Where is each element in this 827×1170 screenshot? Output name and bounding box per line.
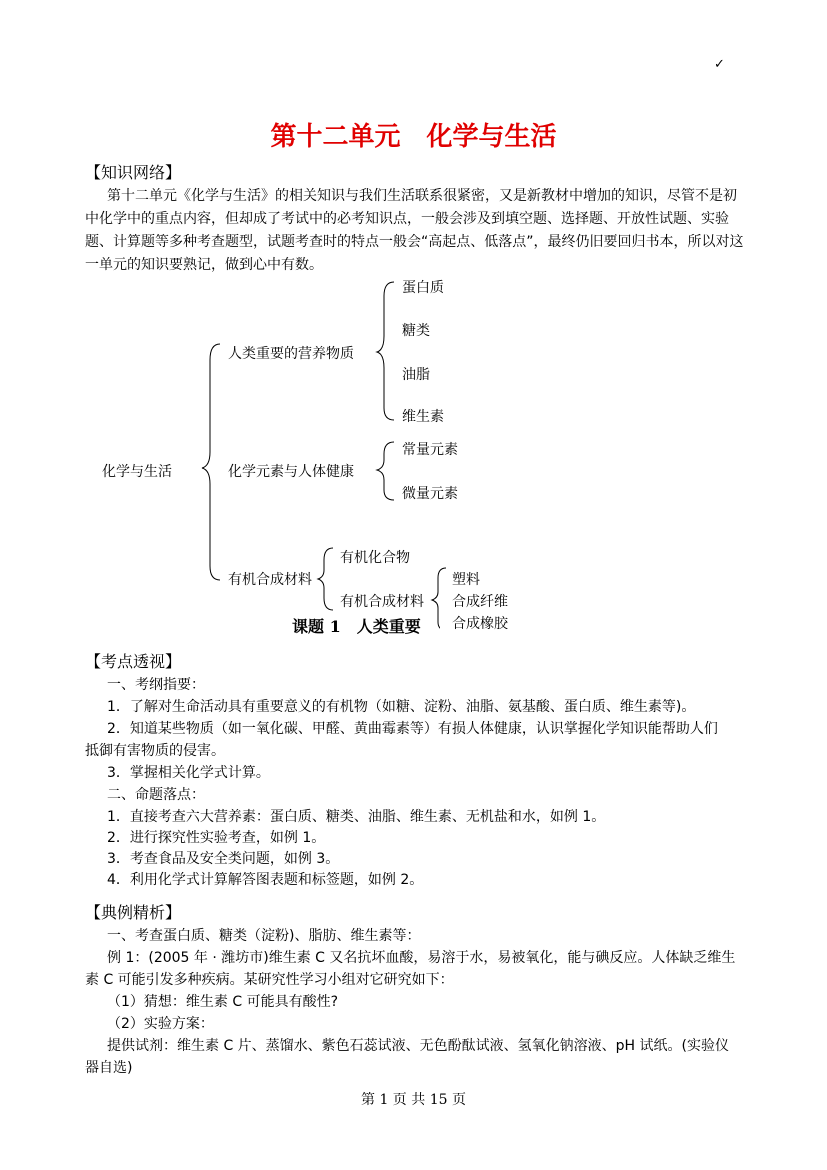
exam-subheading: 一、考纲指要： (107, 677, 205, 693)
examples-heading: 【典例精析】 (85, 903, 182, 922)
tree-branch-elements: 化学元素与人体健康 (228, 464, 354, 480)
exam-item: 抵御有害物质的侵害。 (85, 743, 225, 759)
exam-item: 3．掌握相关化学式计算。 (107, 765, 270, 781)
example-line: 素 C 可能引发多种疾病。某研究性学习小组对它研究如下： (85, 972, 454, 988)
exam-item: 4．利用化学式计算解答图表题和标签题，如例 2。 (107, 872, 424, 888)
exam-item: 2．知道某些物质（如一氧化碳、甲醛、黄曲霉素等）有损人体健康，认识掌握化学知识能帮助人们 (107, 721, 718, 737)
tree-item: 微量元素 (402, 486, 458, 502)
tree-item: 有机化合物 (340, 550, 410, 566)
tree-item: 蛋白质 (402, 280, 444, 296)
exam-item: 3．考查食品及安全类问题，如例 3。 (107, 851, 340, 867)
tree-item: 糖类 (402, 323, 430, 339)
tree-branch-nutrients: 人类重要的营养物质 (228, 346, 354, 362)
tree-subitem: 合成橡胶 (452, 616, 508, 632)
title-unit: 第十二单元 (270, 122, 401, 152)
example-line: （2）实验方案： (107, 1016, 214, 1032)
tree-item: 维生素 (402, 409, 444, 425)
exam-heading: 【考点透视】 (85, 652, 182, 671)
page-footer: 第 1 页 共 15 页 (361, 1092, 466, 1108)
knowledge-heading: 【知识网络】 (85, 163, 182, 182)
example-line: 提供试剂：维生素 C 片、蒸馏水、紫色石蕊试液、无色酚酞试液、氢氧化钠溶液、pH 试纸。(实验仪 (107, 1038, 729, 1054)
example-line: 器自选) (85, 1060, 133, 1076)
exam-subheading: 二、命题落点： (107, 787, 205, 803)
checkmark: ✓ (714, 57, 725, 72)
examples-subheading: 一、考查蛋白质、糖类（淀粉)、脂肪、维生素等： (107, 928, 421, 944)
example-line: （1）猜想：维生素 C 可能具有酸性? (107, 994, 339, 1010)
tree-root: 化学与生活 (102, 464, 172, 480)
tree-item: 油脂 (402, 367, 430, 383)
tree-item: 常量元素 (402, 442, 458, 458)
tree-item: 有机合成材料 (340, 594, 424, 610)
exam-item: 2．进行探究性实验考查，如例 1。 (107, 830, 326, 846)
knowledge-paragraph: 第十二单元《化学与生活》的相关知识与我们生活联系很紧密，又是新教材中增加的知识，尽管不是初中化学中的重点内容，但却成了考试中的必考知识点，一般会涉及到填空题、选择题、开放性试题、实验题、计算题等多种考查题型，试题考查时的特点一般会“高起点、低落点”，最终仍旧要回归书本，所以对这一单元的知识要熟记，做到心中有数。 (85, 188, 744, 273)
tree-subitem: 塑料 (452, 572, 480, 588)
tree-subitem: 合成纤维 (452, 594, 508, 610)
exam-item: 1．直接考查六大营养素：蛋白质、糖类、油脂、维生素、无机盐和水，如例 1。 (107, 809, 606, 825)
title-topic: 化学与生活 (426, 122, 557, 152)
exam-item: 1．了解对生命活动具有重要意义的有机物（如糖、淀粉、油脂、氨基酸、蛋白质、维生素等)。 (107, 699, 696, 715)
example-line: 例 1：(2005 年 · 潍坊市)维生素 C 又名抗坏血酸，易溶于水，易被氧化，能与碘反应。人体缺乏维生 (107, 950, 736, 966)
lesson-title: 课题 1 人类重要 (292, 617, 421, 636)
tree-branch-materials: 有机合成材料 (228, 572, 312, 588)
